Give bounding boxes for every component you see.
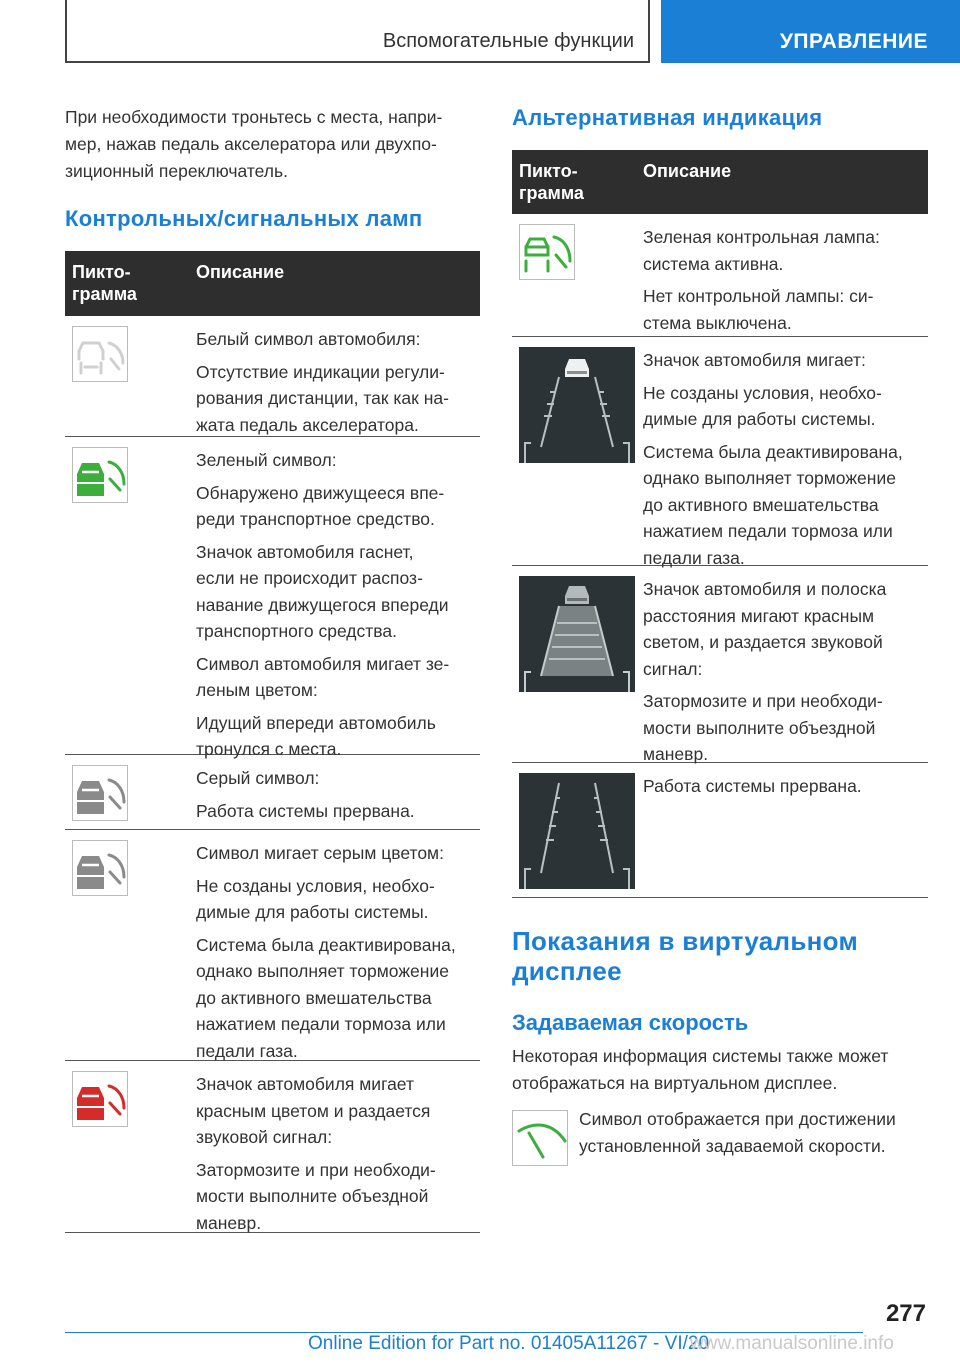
lamps-heading: Контрольных/сигнальных ламп xyxy=(65,206,423,231)
page-number: 277 xyxy=(885,1300,926,1327)
row-description: Работа системы прервана. xyxy=(643,776,862,796)
row-description: Значок автомобиля и полоска расстояния мигают красным светом, и раздается звуковой сигнал: Затормозите и при необходи- мости выполните объездной маневр. xyxy=(643,579,887,764)
speed-gauge-icon xyxy=(512,1110,568,1166)
table-row xyxy=(65,316,480,437)
col-pictogram-header: Пикто- грамма xyxy=(72,262,137,304)
row-description: Серый символ: Работа системы прервана. xyxy=(196,768,415,821)
footer-watermark[interactable]: www.manualsonline.info xyxy=(690,1333,894,1354)
col-description-header: Описание xyxy=(196,262,285,282)
table-row xyxy=(65,755,480,830)
table-row xyxy=(512,566,928,763)
white-car-icon xyxy=(72,326,128,382)
lane-car-alert-icon xyxy=(519,576,635,692)
lane-car-white-icon xyxy=(519,347,635,463)
row-description: Белый символ автомобиля: Отсутствие индикации регули- рования дистанции, так как на- жата педаль акселератора. xyxy=(196,329,449,435)
alt-indication-table xyxy=(512,150,928,898)
intro-line: зиционный переключатель. xyxy=(65,161,288,181)
header-section-tab xyxy=(65,0,650,63)
virtual-display-title: Показания в виртуальном дисплее xyxy=(512,926,859,986)
row-description: Зеленый символ: Обнаружено движущееся впе- реди транспортное средство. Значок автомобиля гаснет, если не происходит распоз- навание движущегося впереди транспортного средства. Символ автомобиля мигает зе- леным цветом: Идущий впереди автомобиль тронулся с места. xyxy=(196,450,450,759)
intro-paragraph xyxy=(65,104,485,185)
virtual-display-paragraph: Некоторая информация системы также может отображаться на виртуальном дисплее. xyxy=(512,1046,889,1093)
row-description: Значок автомобиля мигает красным цветом и раздается звуковой сигнал: Затормозите и при необходи- мости выполните объездной маневр. xyxy=(196,1074,436,1233)
header-chapter-tab[interactable] xyxy=(661,0,960,63)
row-description: Значок автомобиля мигает: Не созданы условия, необхо- димые для работы системы. Система была деактивирована, однако выполняет торможение до активного вмешательства нажатием педали тормоза или педали газа. xyxy=(643,350,903,568)
gray-car-blink-icon xyxy=(72,840,128,896)
green-lamp-icon xyxy=(519,224,575,280)
speed-symbol-description: Символ отображается при достижении установленной задаваемой скорости. xyxy=(579,1109,896,1156)
alt-table-header xyxy=(512,150,928,214)
alt-indication-heading: Альтернативная индикация xyxy=(512,105,823,130)
col-pictogram-header: Пикто- грамма xyxy=(519,161,584,203)
intro-line: мер, нажав педаль акселератора или двухпо- xyxy=(65,134,437,154)
table-row xyxy=(65,437,480,759)
header-section-title: Вспомогательные функции xyxy=(382,30,634,52)
lane-empty-icon xyxy=(519,773,635,889)
table-row xyxy=(65,1061,480,1233)
table-row xyxy=(512,763,928,898)
header-chapter-title: УПРАВЛЕНИЕ xyxy=(779,30,928,53)
gray-car-icon xyxy=(72,765,128,821)
lamps-table xyxy=(65,251,480,1233)
intro-line: При необходимости троньтесь с места, напри- xyxy=(65,107,443,127)
set-speed-heading: Задаваемая скорость xyxy=(512,1010,749,1035)
footer-edition: Online Edition for Part no. 01405A11267 - VI/20 xyxy=(308,1333,710,1354)
green-car-icon xyxy=(72,447,128,503)
table-row xyxy=(512,214,928,337)
row-description: Зеленая контрольная лампа: система активна. Нет контрольной лампы: си- стема выключена. xyxy=(643,227,880,333)
col-description-header: Описание xyxy=(643,161,732,181)
table-row xyxy=(512,337,928,566)
lamps-table-header xyxy=(65,251,480,316)
red-car-icon xyxy=(72,1071,128,1127)
table-row xyxy=(65,830,480,1061)
row-description: Символ мигает серым цветом: Не созданы условия, необхо- димые для работы системы. Система была деактивирована, однако выполняет торможение до активного вмешательства нажатием педали тормоза или педали газа. xyxy=(196,843,456,1061)
